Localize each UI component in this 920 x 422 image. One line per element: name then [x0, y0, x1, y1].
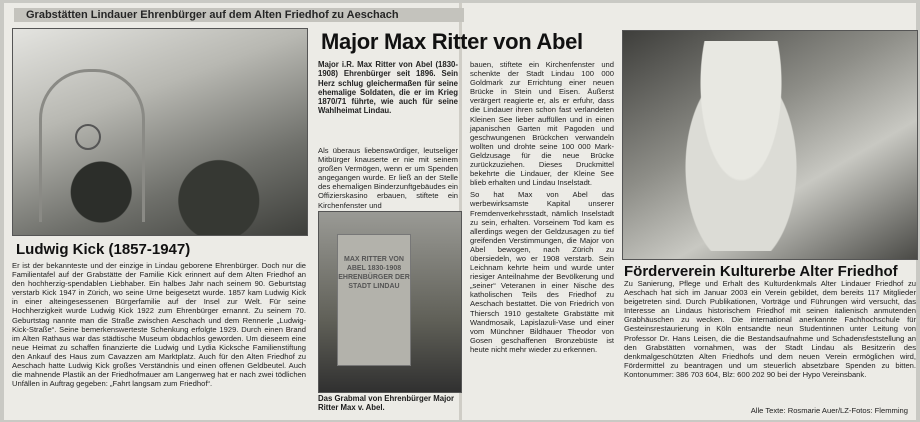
- newspaper-page: [4, 3, 916, 420]
- verein-text: Zu Sanierung, Pflege und Erhalt des Kulturdenkmals Alter Lindauer Friedhof zu Aeschach hat sich im Januar 2003 ein Verein gebildet, dem bereits 117 Mitglieder beigetreten sind. Durch Publikationen, Vorträge und Führungen wird versucht, das Interesse an Lindaus historischem Friedhof mit seinen italienisch anmutenden Grabhäuschen zu wecken. Die international anerkannte Fachhochschule für Gesteinsrestaurierung in Köln entsandte neun Studentinnen unter Leitung von Professor Dr. Hans Leisen, die die Bestandsaufnahme und Schadensfeststellung an den Grabstätten vornahmen, was der Stadt Lindau als Besitzerin des denkmalgeschützten Alten Friedhofs und dem neuen Verein ermöglichen wird, Fördermittel zu beantragen und um steuerlich absetzbare Spenden zu bitten. Kontonummer: 386 703 604, Blz: 600 202 90 bei der Hypo Vereinsbank.: [624, 279, 916, 379]
- abel-col3: [470, 60, 614, 357]
- abel-intro: Major i.R. Max Ritter von Abel (1830-1908) Ehrenbürger seit 1896. Sein Herz schlug gleichermaßen für seine ehemalige Soldaten, die er im Krieg 1870/71 führte, wie auch für seine Wahlheimat Lindau.: [318, 60, 458, 116]
- kick-article: [12, 261, 306, 391]
- abel-grave-photo: [318, 211, 462, 393]
- abel-col3-p1: bauen, stiftete ein Kirchenfenster und schenkte der Stadt Lindau 100 000 Goldmark zur Errichtung einer neuen Brücke in Stein und Eisen. Äußerst verärgert reagierte er, als er erfuhr, dass die Lindauer ihren schon fast verlandeten Kleinen See lieber auffüllen und in einen japanischen Garten mit Pagoden und geschwungenen Brückchen verwandeln wollten und drohte seine 100 000 Mark-Geldzusage für die neue Brücke zurückzuziehen. Dieses Druckmittel bekehrte die Lindauer, der Kleine See blieb erhalten und Lindau Inselstadt.: [470, 60, 614, 188]
- photo-caption: Das Grabmal von Ehrenbürger Major Ritter Max v. Abel.: [318, 394, 455, 412]
- section-header: Grabstätten Lindauer Ehrenbürger auf dem Alten Friedhof zu Aeschach: [14, 8, 464, 22]
- kick-grave-photo: [12, 28, 308, 236]
- ivy-shape: [13, 149, 307, 235]
- kick-text: Er ist der bekannteste und der einzige in Lindau geborene Ehrenbürger. Doch nur die Familientafel auf der Grabstätte der Familie Kick erinnert auf dem Alten Friedhof an den hochherzig-spendablen Liebhaber. Ein halbes Jahr nach seinem 90. Geburtstag verstarb Kick 1947 in Zürich, wo seine Urne beigesetzt wurde. 1857 kam Ludwig Kick in einer alteingesessenen Bürgerfamilie auf der Insel zur Welt. Für seine Hochherzigkeit wurde Ludwig Kick 1922 zum Ehrenbürger ernannt. Zu seinem 70. Geburtstag nannte man die Straße zwischen Aeschach und dem Rennerle „Ludwig-Kick-Straße“. Seine bemerkenswerteste Schenkung erfolgte 1929. Durch einen Brand im Alten Rathaus war das städtische Museum obdachlos geworden. Um dieseem eine neue Heimat zu schaffen finanzierte die Ludwig und Lydia Kicksche Familienstiftung den Ankauf des Haus zum Cavazzen am Marktplatz. Auch für den Alten Friedhof zu Aeschach hatte Ludwig Kick großes Verständnis und einen offenen Geldbeutel. Auch die mahnende Plastik an der Friedhofmauer am Langenweg hat er nach zwei tödlichen Unfällen in Auftrag gegeben: „Fahrt langsam zum Friedhof“.: [12, 261, 306, 389]
- verein-article: [624, 279, 916, 382]
- verein-heading: Förderverein Kulturerbe Alter Friedhof: [624, 263, 898, 280]
- column-capital-photo: [622, 30, 918, 260]
- photo-credit: Alle Texte: Rosmarie Auer/LZ-Fotos: Flemming: [750, 406, 908, 415]
- wreath-icon: [75, 124, 101, 150]
- gravestone-inscription: MAX RITTER VON ABEL 1830-1908 EHRENBÜRGER DER STADT LINDAU: [338, 256, 410, 290]
- kick-heading: Ludwig Kick (1857-1947): [16, 241, 191, 258]
- abel-col2: Als überaus liebenswürdiger, leutseliger Mitbürger knauserte er nie mit seinem großen Vermögen, wenn er um Spenden angegangen wurde. Er ließ an der Stelle des ehemaligen Binderzunftgebäudes ein Offizierskasino erbauen, stiftete ein Kirchenfenster und: [318, 146, 458, 210]
- main-title: Major Max Ritter von Abel: [321, 29, 583, 54]
- abel-col3-p2: So hat Max von Abel das werbewirksamste Kapital unserer Fremdenverkehrsstadt, nämlich Inselstadt zu sein, erhalten. Vorseinem Tod kam es allerdings wegen der Geldzusagen zu tief greifenden Verstimmungen, die Major von Abel bewogen, nach Zürich zu übersiedeln, wo er 1908 verstarb. Sein Leichnam kehrte heim und wurde unter riesiger Anteilnahme der Bevölkerung und „seiner“ Veteranen in einer Nische des katholischen Teils des Friedhof zu Aeschach bestattet. Die von Friedrich von Thiersch 1910 gestaltete Grabstätte mit Wandmosaik, Lapislazuli-Vase und einer vom Münchner Bildhauer Theodor von Gosen geschaffenen Bronzebüste ist heute nicht mehr wieder zu erkennen.: [470, 190, 614, 354]
- capital-shape: [671, 41, 811, 251]
- gravestone-shape: [337, 234, 411, 366]
